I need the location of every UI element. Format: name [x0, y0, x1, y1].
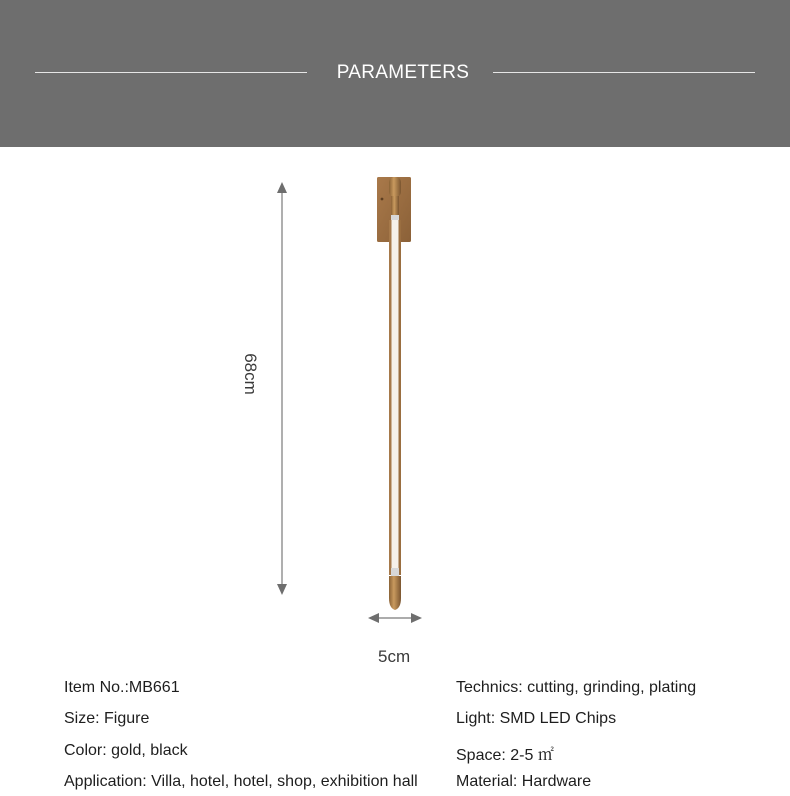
spec-item-number: Item No.:MB661: [64, 679, 180, 696]
header-title: PARAMETERS: [336, 62, 470, 83]
spec-technics: Technics: cutting, grinding, plating: [456, 679, 697, 696]
lamp-body: [377, 177, 411, 610]
height-dimension-label: 68cm: [241, 353, 260, 395]
spec-space: Space: 2-5 ㎡: [456, 747, 554, 764]
parameters-header: [0, 0, 790, 147]
spec-size: Size: Figure: [64, 710, 150, 727]
height-dimension-arrow: [277, 182, 287, 595]
wall-lamp-illustration: [0, 147, 790, 667]
spec-material: Material: Hardware: [456, 773, 592, 790]
header-rule-right: [493, 72, 755, 73]
spec-application: Application: Villa, hotel, hotel, shop, exhibition hall: [64, 773, 418, 790]
spec-color: Color: gold, black: [64, 742, 188, 759]
width-dimension-arrow: [368, 613, 422, 623]
width-dimension-label: 5cm: [378, 647, 411, 666]
spec-light: Light: SMD LED Chips: [456, 710, 617, 727]
